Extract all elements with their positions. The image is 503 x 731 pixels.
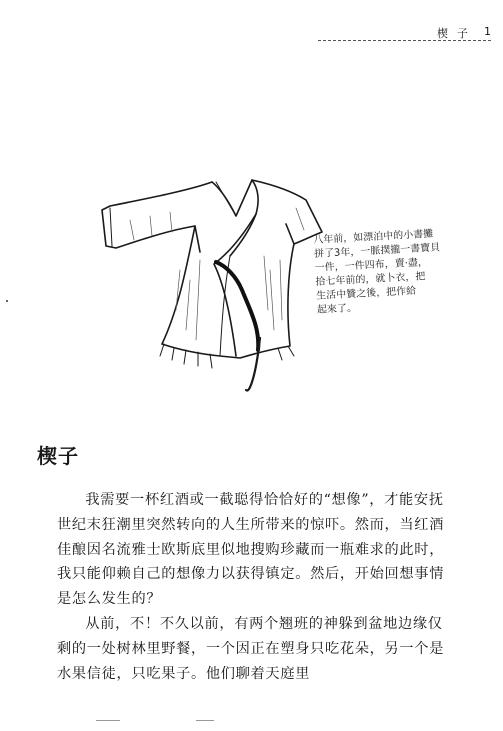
scan-speck [6,300,8,302]
page-number: 1 [484,25,491,38]
closure-band [216,262,258,350]
page-header [0,0,503,48]
scan-edge-mark [196,720,214,721]
front-lapel [214,214,256,356]
left-sleeve [102,182,212,252]
paragraph: 从前，不！不久以前，有两个翘班的神躲到盆地边缘仅剩的一处树林里野餐，一个因正在塑身只吃花朵，另一个是水果信徒，只吃果子。他们聊着天庭里 [57,615,445,682]
running-head-title: 楔子 [437,27,477,40]
scan-edge-mark [96,720,120,721]
header-rule [318,40,491,41]
right-sleeve [252,180,322,244]
illustration-caption: 八年前，如漂泊中的小書攤 拼了3年，一脈撲攏一書寶貝 一件，一件四布，賣·盡， 拾七年前的，就卜衣，把 生活中贊之後，把作給 起來了。 [313,228,441,316]
paragraph: 我需要一杯红酒或一截聪得恰恰好的“想像”，才能安抚世纪末狂潮里突然转向的人生所带来的惊吓。然而，当红酒佳酿因名流雅士欧斯底里似地搜购珍藏而一瓶难求的此时，我只能仰赖自己的想像力以获得镇定。然后，开始回想事情是怎么发生的？ [57,492,445,608]
jacket-body [162,226,294,358]
body-text [57,488,445,686]
section-title: 楔子 [37,444,79,468]
